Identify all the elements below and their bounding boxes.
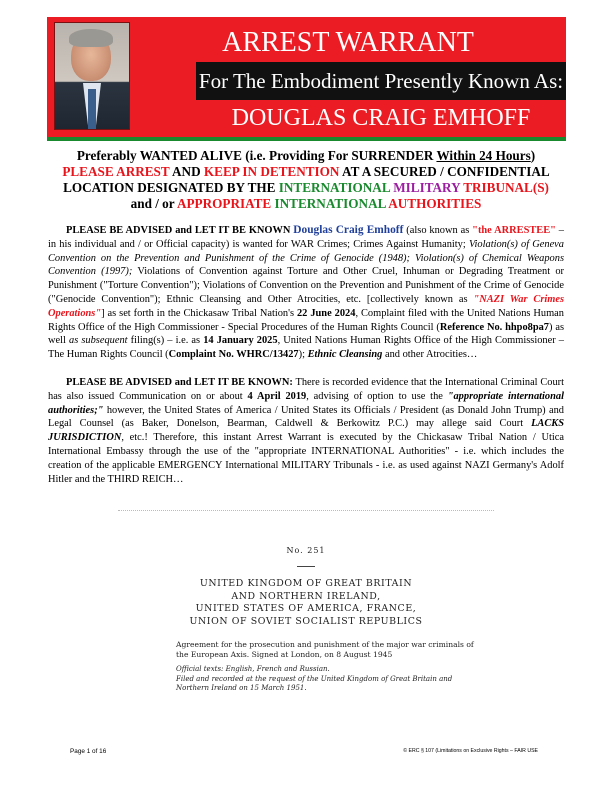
treaty-parties	[118, 578, 494, 628]
treaty-divider	[297, 566, 315, 567]
filed-line: Filed and recorded at the request of the United Kingdom of Great Britain and Northern Ireland on 15 March 1951.	[176, 674, 453, 693]
treaty-party-line: UNION OF SOVIET SOCIALIST REPUBLICS	[189, 615, 423, 627]
banner-stripe	[47, 137, 566, 141]
header-line-4: and / or APPROPRIATE INTERNATIONAL AUTHORITIES	[130, 196, 482, 211]
header-line-2: PLEASE ARREST AND KEEP IN DETENTION AT A SECURED / CONFIDENTIAL	[62, 164, 550, 179]
hair-shape	[69, 29, 113, 47]
tie-shape	[88, 89, 96, 129]
warrant-title: ARREST WARRANT	[222, 27, 474, 58]
page-number: Page 1 of 16	[70, 748, 107, 755]
treaty-number: No. 251	[286, 546, 326, 555]
header-line-3: LOCATION DESIGNATED BY THE INTERNATIONAL MILITARY TRIBUNAL(S)	[63, 180, 549, 195]
treaty-party-line: AND NORTHERN IRELAND,	[231, 590, 381, 602]
header-line-1: Preferably WANTED ALIVE (i.e. Providing For SURRENDER Within 24 Hours)	[76, 148, 536, 163]
warrant-subtitle: For The Embodiment Presently Known As:	[196, 62, 566, 100]
paragraph-2: PLEASE BE ADVISED and LET IT BE KNOWN: There is recorded evidence that the International Criminal Court has also issued Communication on or about 4 April 2019, advising of option to use the "appropriate international authorities;" however, the United States of America / United States its Officials / President (as Donald John Trump) and Legal Counsel (as Baker, Donelson, Bearman, Caldwell & Berkowitz P.C.) may allege said Court LACKS JURISDICTION, etc.! Therefore, this instant Arrest Warrant is executed by the Chickasaw Tribal Nation / Utica International Embassy through the use of the "appropriate INTERNATIONAL Authorities" - i.e. which includes the creation of the applicable EMERGENCY International MILITARY Tribunals - i.e. as used against NAZI Germany's Adolf Hitler and the THIRD REICH…	[48, 377, 565, 485]
paragraph-1: PLEASE BE ADVISED and LET IT BE KNOWN Douglas Craig Emhoff (also known as "the ARRESTEE" – in his individual and / or Official capacity) is wanted for WAR Crimes; Crimes Against Humanity; Violation(s) of Geneva Convention on the Prevention and Punishment of the Crime of Genocide (1948); Violation(s) of Chemical Weapons Convention (1997); Violations of Convention against Torture and Other Cruel, Inhuman or Degrading Treatment or Punishment ("Torture Convention"); Violations of Convention on the Prevention and Punishment of the Crime of Genocide ("Genocide Convention"); Ethnic Cleansing and Other Atrocities, etc. [collectively known as "NAZI War Crimes Operations"] as set forth in the Chickasaw Tribal Nation's 22 June 2024, Complaint filed with the United Nations Human Rights Office of the High Commissioner - Special Procedures of the Human Rights Council (Reference No. hhpo8pa7) as well as subsequent filing(s) – i.e. as 14 January 2025, United Nations Human Rights Office of the High Commissioner – The Human Rights Council (Complaint No. WHRC/13427); Ethnic Cleansing and other Atrocities…	[48, 224, 565, 361]
subject-name: DOUGLAS CRAIG EMHOFF	[231, 105, 531, 131]
treaty-party-line: UNITED KINGDOM OF GREAT BRITAIN	[199, 578, 413, 589]
treaty-party-line: UNITED STATES OF AMERICA, FRANCE,	[195, 603, 417, 614]
treaty-official-texts	[176, 665, 476, 694]
official-texts-line: Official texts: English, French and Russian.	[176, 665, 330, 673]
portrait-photo	[54, 22, 130, 130]
footer-reference: © ERC § 107 (Limitations on Exclusive Rights – FAIR USE	[403, 748, 538, 754]
treaty-agreement: Agreement for the prosecution and punishment of the major war criminals of the European Axis. Signed at London, on 8 August 1945	[176, 640, 474, 659]
